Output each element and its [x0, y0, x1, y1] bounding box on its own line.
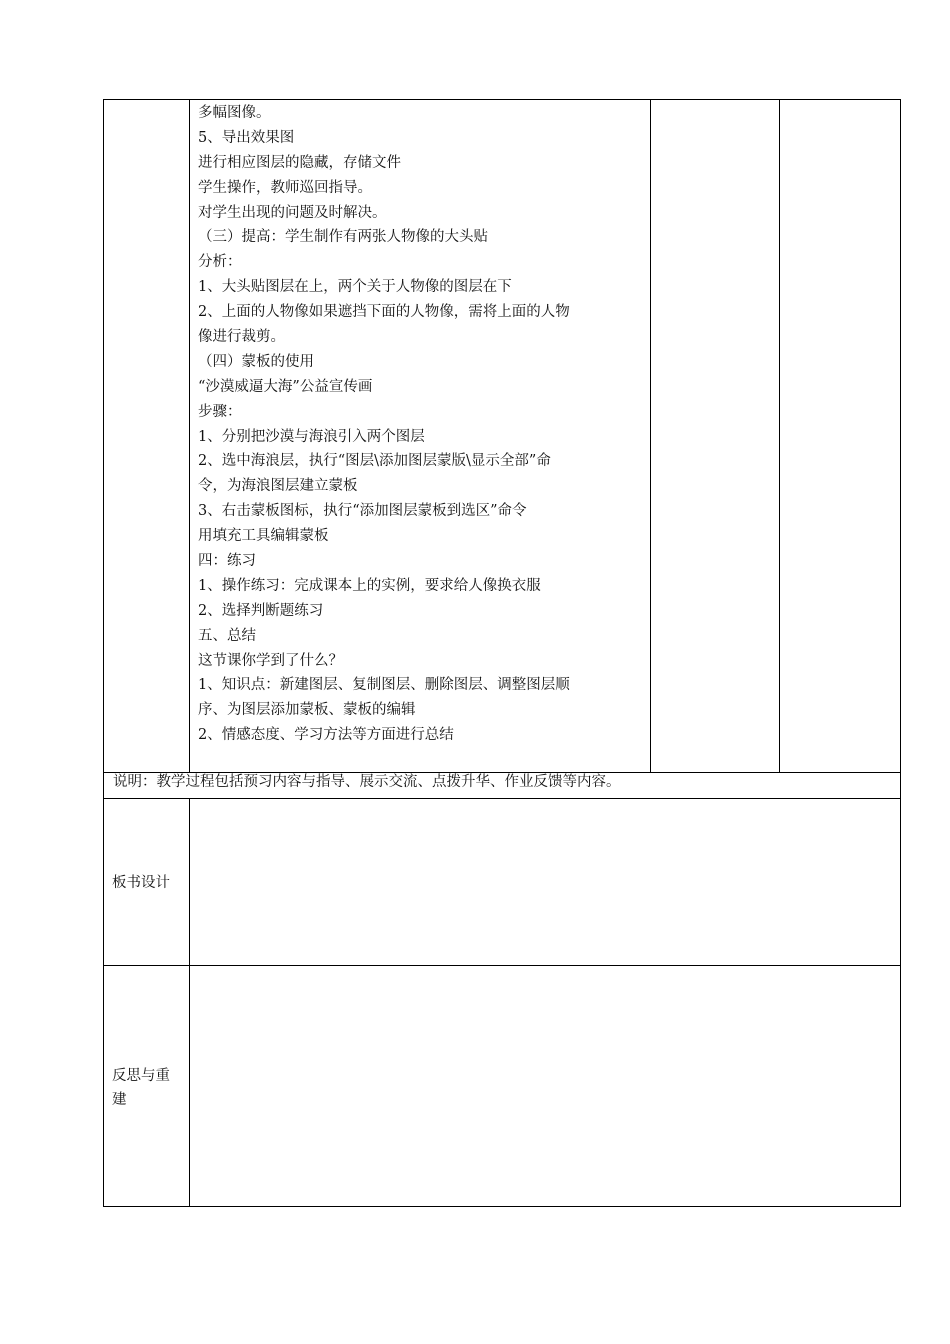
content-line: 2、选中海浪层，执行“图层\添加图层蒙版\显示全部”命	[198, 453, 551, 470]
content-line: 5、导出效果图	[198, 129, 295, 146]
content-line: （四）蒙板的使用	[198, 353, 314, 370]
reflection-label	[112, 1064, 170, 1112]
board-design-label: 板书设计	[112, 875, 170, 891]
table-row-divider-note-bottom	[103, 798, 901, 799]
content-line: 令，为海浪图层建立蒙板	[198, 478, 358, 495]
table-column-divider-3	[779, 99, 780, 773]
content-line: 3、右击蒙板图标，执行“添加图层蒙板到选区”命令	[198, 503, 527, 520]
table-top-border	[103, 99, 901, 100]
lesson-content	[198, 101, 646, 748]
content-line: 五、总结	[198, 627, 256, 644]
table-bottom-border	[103, 1206, 901, 1207]
content-line: 多幅图像。	[198, 105, 271, 121]
content-line: 用填充工具编辑蒙板	[198, 528, 329, 545]
content-line: 进行相应图层的隐藏，存储文件	[198, 154, 401, 171]
content-line: 1、知识点：新建图层、复制图层、删除图层、调整图层顺	[198, 677, 570, 694]
table-left-border	[103, 99, 104, 1207]
table-column-divider-2	[650, 99, 651, 773]
table-row-divider-reflect-top	[103, 965, 901, 966]
content-line: （三）提高：学生制作有两张人物像的大头贴	[198, 229, 488, 246]
reflection-label-line-1: 反思与重	[112, 1068, 170, 1084]
content-line: 2、情感态度、学习方法等方面进行总结	[198, 727, 454, 744]
table-column-divider-1	[189, 99, 190, 773]
content-line: “沙漠威逼大海”公益宣传画	[198, 378, 373, 395]
content-line: 1、操作练习：完成课本上的实例，要求给人像换衣服	[198, 577, 541, 594]
content-line: 2、选择判断题练习	[198, 602, 324, 619]
teaching-process-note: 说明：教学过程包括预习内容与指导、展示交流、点拨升华、作业反馈等内容。	[113, 774, 621, 790]
content-line: 四：练习	[198, 553, 256, 570]
content-line: 分析：	[198, 254, 242, 271]
content-line: 1、分别把沙漠与海浪引入两个图层	[198, 428, 425, 445]
content-line: 这节课你学到了什么？	[198, 652, 343, 669]
content-line: 步骤：	[198, 403, 242, 420]
reflection-label-line-2: 建	[112, 1092, 127, 1108]
content-line: 2、上面的人物像如果遮挡下面的人物像，需将上面的人物	[198, 304, 570, 321]
content-line: 学生操作，教师巡回指导。	[198, 179, 372, 196]
table-right-border	[900, 99, 901, 1207]
content-line: 对学生出现的问题及时解决。	[198, 204, 387, 221]
content-line: 1、大头贴图层在上，两个关于人物像的图层在下	[198, 279, 512, 296]
table-column-divider-1-lower	[189, 798, 190, 1207]
content-line: 像进行裁剪。	[198, 329, 285, 346]
content-line: 序、为图层添加蒙板、蒙板的编辑	[198, 702, 416, 719]
